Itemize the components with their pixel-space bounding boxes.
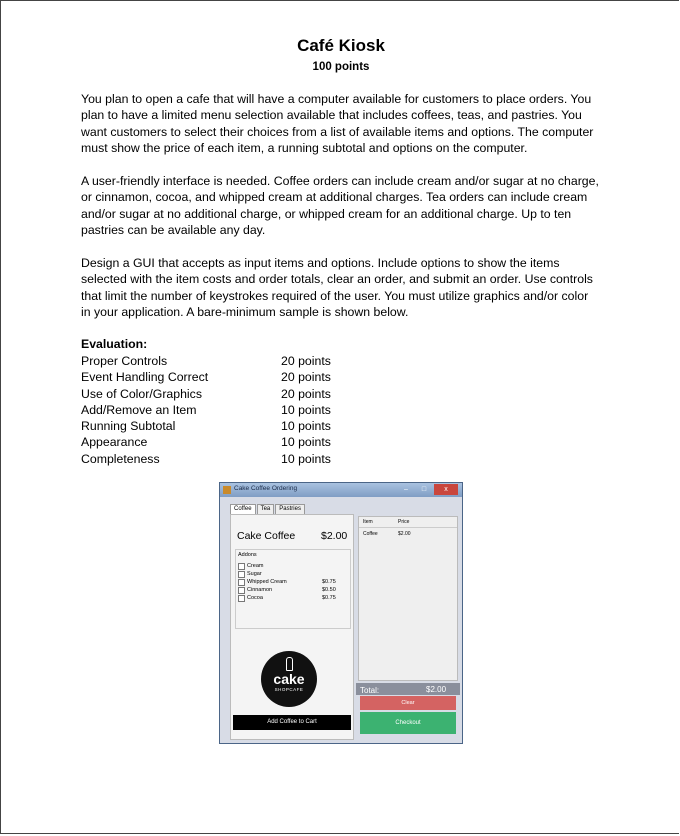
criterion: Event Handling Correct: [81, 370, 209, 385]
sample-app-window: [219, 482, 463, 744]
criterion: Use of Color/Graphics: [81, 386, 202, 401]
tab-tea[interactable]: Tea: [257, 504, 275, 515]
points: 20 points: [281, 370, 331, 385]
close-button[interactable]: x: [434, 484, 458, 495]
checkbox[interactable]: [238, 595, 245, 602]
evaluation-heading: Evaluation:: [81, 337, 148, 351]
maximize-button[interactable]: □: [421, 486, 427, 493]
evaluation-row: [81, 451, 341, 467]
evaluation-row: [81, 386, 341, 402]
points: 10 points: [281, 451, 331, 466]
whisk-icon: [286, 657, 293, 671]
cart-divider: [359, 527, 457, 528]
cart-list[interactable]: [358, 516, 458, 681]
tab-pastries[interactable]: Pastries: [275, 504, 305, 515]
addons-group: [235, 549, 351, 629]
points: 10 points: [281, 402, 331, 417]
addon-price: $0.75: [322, 595, 336, 601]
app-titlebar: [220, 483, 462, 497]
addon-cinnamon[interactable]: [238, 586, 348, 594]
criterion: Appearance: [81, 435, 148, 450]
addon-cream[interactable]: [238, 562, 348, 570]
coffee-panel: [230, 514, 354, 740]
addon-price: $0.50: [322, 587, 336, 593]
paragraph-intro: You plan to open a cafe that will have a computer available for customers to place orders. You plan to have a limited menu selection available that includes coffees, teas, and pastries. You want customers to select their choices from a list of available items and options. The computer must show the price of each item, a running subtotal and options on the computer.: [81, 92, 594, 155]
logo-subtitle: SHOPCAFE: [274, 687, 304, 692]
tab-strip: [230, 504, 306, 514]
evaluation-row: [81, 402, 341, 418]
checkbox[interactable]: [238, 571, 245, 578]
criterion: Completeness: [81, 451, 160, 466]
document-title: Café Kiosk: [297, 36, 385, 55]
points: 20 points: [281, 354, 331, 368]
paragraph-design: Design a GUI that accepts as input items and options. Include options to show the items selected with the item costs and order totals, clear an order, and submit an order. Use controls that limit the number of keystrokes required of the user. You must utilize graphics and/or color in your application. A bare-minimum sample is shown below.: [81, 256, 593, 319]
points: 10 points: [281, 435, 331, 450]
document-subtitle: 100 points: [312, 61, 370, 73]
addon-name: Cream: [247, 563, 264, 569]
evaluation-row: [81, 434, 341, 450]
cart-header-item: Item: [363, 519, 373, 525]
total-value: $2.00: [426, 685, 447, 694]
evaluation-list: [81, 353, 341, 467]
total-label: Total:: [360, 686, 380, 695]
addon-name: Sugar: [247, 571, 262, 577]
checkbox[interactable]: [238, 579, 245, 586]
addon-cocoa[interactable]: [238, 594, 348, 602]
checkbox[interactable]: [238, 563, 245, 570]
checkbox[interactable]: [238, 587, 245, 594]
tab-coffee[interactable]: Coffee: [230, 504, 256, 515]
clear-button[interactable]: Clear: [360, 696, 456, 710]
item-price: $2.00: [321, 530, 348, 542]
checkout-button[interactable]: Checkout: [360, 712, 456, 734]
criterion: Proper Controls: [81, 354, 168, 368]
addon-name: Cinnamon: [247, 587, 273, 593]
points: 10 points: [281, 419, 331, 434]
logo-word: cake: [273, 671, 305, 687]
points: 20 points: [281, 386, 331, 401]
item-name: Cake Coffee: [237, 530, 296, 542]
addon-whipped-cream[interactable]: [238, 578, 348, 586]
app-window-title: Cake Coffee Ordering: [234, 485, 298, 492]
evaluation-row: [81, 369, 341, 385]
cart-row-price: $2.00: [398, 531, 411, 537]
addon-name: Cocoa: [247, 595, 263, 601]
evaluation-row: [81, 353, 341, 369]
minimize-button[interactable]: –: [404, 486, 408, 493]
cake-shop-logo: [261, 651, 317, 707]
app-icon: [223, 486, 231, 494]
cart-row-item: Coffee: [363, 531, 378, 537]
cart-header-price: Price: [398, 519, 410, 525]
addon-price: $0.75: [322, 579, 336, 585]
evaluation-row: [81, 418, 341, 434]
criterion: Add/Remove an Item: [81, 402, 197, 417]
addon-name: Whipped Cream: [247, 579, 287, 585]
addons-label: Addons: [238, 552, 257, 558]
paragraph-interface: A user-friendly interface is needed. Coffee orders can include cream and/or sugar at no charge, or cinnamon, cocoa, and whipped cream at additional charges. Tea orders can include cream and/or sugar at no additional charge, or whipped cream for an additional charge. Up to ten pastries can be available any day.: [81, 174, 599, 237]
criterion: Running Subtotal: [81, 419, 176, 434]
addon-sugar[interactable]: [238, 570, 348, 578]
add-to-cart-button[interactable]: Add Coffee to Cart: [233, 715, 351, 730]
